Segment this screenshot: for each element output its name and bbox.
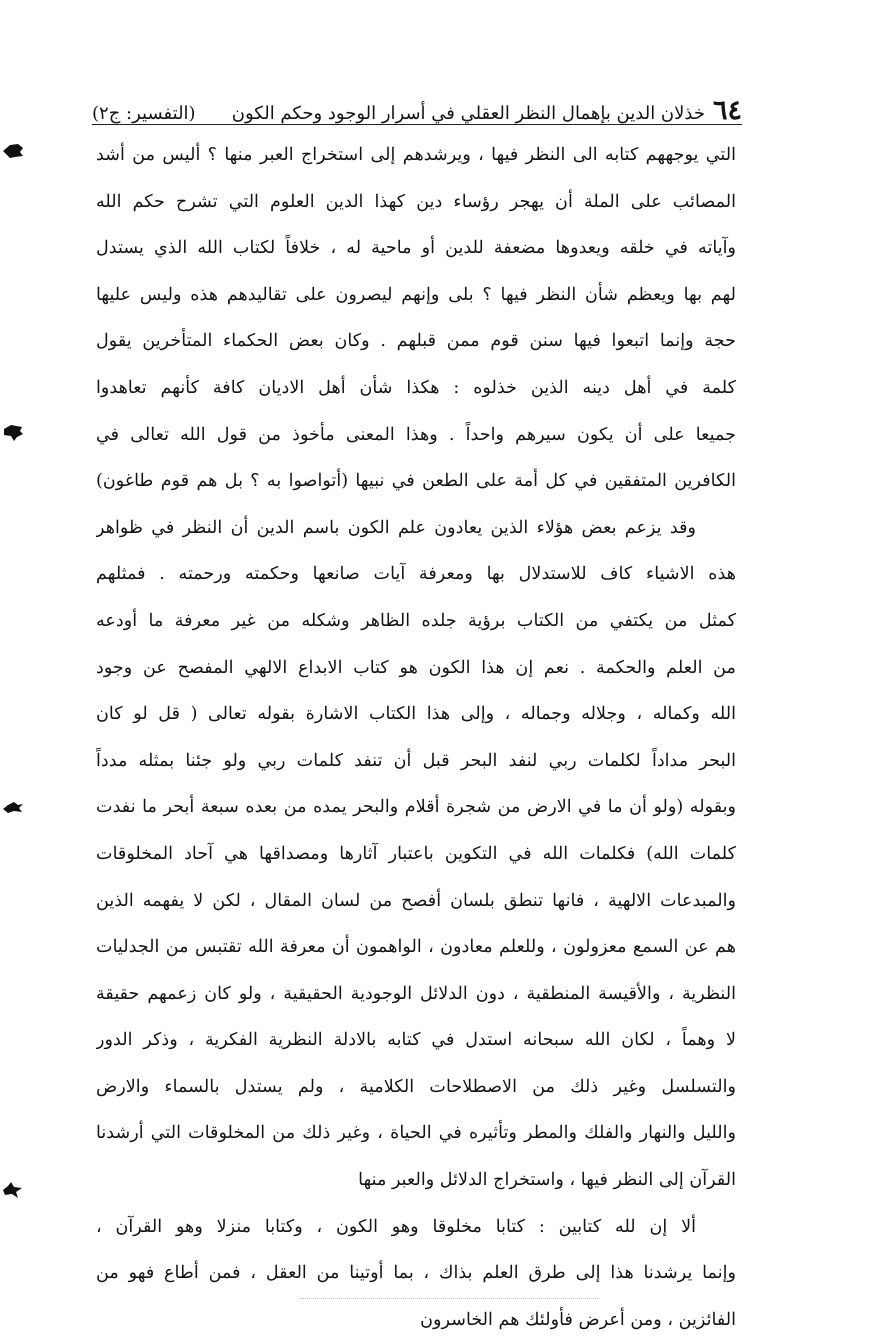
text-line: الفائزين ، ومن أعرض فأولئك هم الخاسرون [420,1309,736,1330]
running-title: خذلان الدين بإهمال النظر العقلي في أسرار الوجود وحكم الكون [231,103,705,124]
text-line: لا وهماً ، لكان الله سبحانه استدل في كتابه بالادلة النظرية الفكرية ، وذكر الدور [96,1030,736,1051]
text-line: ألا إن لله كتابين : كتابا مخلوقا وهو الكون ، وكتابا منزلا وهو القرآن ، [96,1216,696,1237]
text-line: المصائب على الملة أن يهجر رؤساء دين كهذا الدين العلوم التي تشرح حكم الله [96,191,736,212]
text-line: وآياته في خلقه ويعدوها مضعفة للدين أو ماحية له ، خلافاً لكتاب الله الذي يستدل [96,238,736,259]
bottom-speckle [300,1298,600,1300]
page-number: ٦٤ [712,95,742,126]
text-line: وبقوله (ولو أن ما في الارض من شجرة أقلام والبحر يمده من بعده سبعة أبحر ما نفدت [96,797,736,818]
text-line: والليل والنهار والفلك والمطر وتأثيره في الحياة ، وغير ذلك من المخلوقات التي أرشدنا [96,1123,736,1144]
text-line: من العلم والحكمة . نعم إن هذا الكون هو كتاب الابداع الالهي المفصح عن وجود [96,657,736,678]
text-line: كلمة في أهل دينه الذين خذلوه : هكذا شأن أهل الاديان كافة كأنهم تعاهدوا [96,377,736,398]
page-header [92,84,742,124]
text-line: والتسلسل وغير ذلك من الاصطلاحات الكلامية ، ولم يستدل بالسماء والارض [96,1076,736,1097]
text-line: وقد يزعم بعض هؤلاء الذين يعادون علم الكون باسم الدين أن النظر في ظواهر [96,517,696,538]
text-line: هذه الاشياء كاف للاستدلال بها ومعرفة آيات صانعها وحكمته ورحمته . فمثلهم [96,564,736,585]
body-text [96,132,736,1343]
text-line: الكافرين المتفقين في كل أمة على الطعن في نبيها (أتواصوا به ؟ بل هم قوم طاغون) [96,471,736,492]
text-line: حجة وإنما اتبعوا فيها سنن قوم ممن قبلهم . وكان بعض الحكماء المتأخرين يقول [96,331,736,352]
text-line: النظرية ، والأقيسة المنطقية ، دون الدلائل الوجودية الحقيقية ، ولو كان زعمهم حقيقة [96,983,736,1004]
ink-blot-icon [2,799,24,817]
section-reference: (التفسير: ج٢) [92,103,196,124]
header-rule [92,124,742,125]
text-line: القرآن إلى النظر فيها ، واستخراج الدلائل والعبر منها [358,1170,736,1191]
text-line: كمثل من يكتفي من الكتاب برؤية جلده الظاهر وشكله من غير معرفة ما أودعه [96,610,736,631]
text-line: وإنما يرشدنا هذا إلى طرق العلم بذاك ، بما أوتينا من العقل ، فمن أطاع فهو من [96,1263,736,1284]
text-line: والمبدعات الالهية ، فانها تنطق بلسان أفصح من لسان المقال ، لكن لا يفهمه الذين [96,890,736,911]
text-line: التي يوجههم كتابه الى النظر فيها ، ويرشدهم إلى استخراج العبر منها ؟ أليس من أشد [96,145,736,165]
ink-blot-icon [2,423,24,441]
text-line: جميعا على أن يكون سيرهم واحداً . وهذا المعنى مأخوذ من قول الله تعالى في [96,424,736,445]
text-line: البحر مداداً لكلمات ربي لنفد البحر قبل أن تنفد كلمات ربي ولو جئنا بمثله مدداً [96,750,736,771]
text-line: هم عن السمع معزولون ، وللعلم معادون ، الواهمون أن معرفة الله تقتبس من الجدليات [96,937,736,958]
text-line: كلمات الله) فكلمات الله في التكوين باعتبار آثارها ومصداقها هي آحاد المخلوقات [96,843,736,864]
text-line: الله وكماله ، وجلاله وجماله ، وإلى هذا الكتاب الاشارة بقوله تعالى ( قل لو كان [96,704,736,725]
ink-blot-icon [2,1181,24,1199]
text-line: لهم بها ويعظم شأن النظر فيها ؟ بلى وإنهم ليصرون على تقاليدهم هذه وليس عليها [96,284,736,305]
ink-blot-icon [2,142,24,160]
